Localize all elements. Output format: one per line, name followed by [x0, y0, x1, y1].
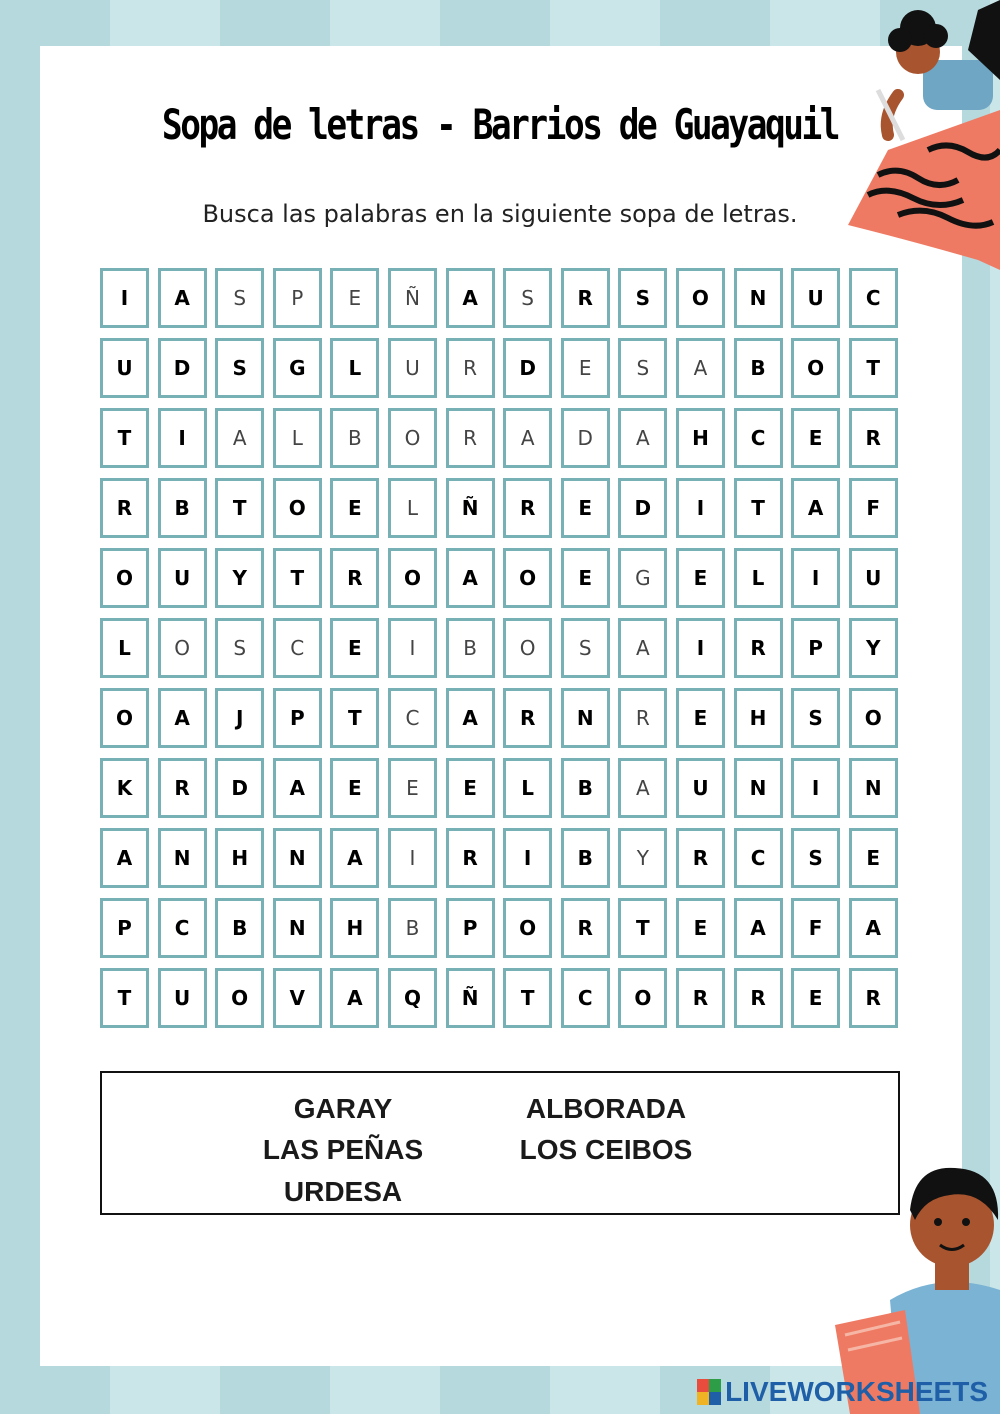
grid-cell[interactable]: R [849, 968, 898, 1028]
grid-cell[interactable]: B [561, 828, 610, 888]
grid-cell[interactable]: U [100, 338, 149, 398]
grid-cell[interactable]: B [158, 478, 207, 538]
grid-cell[interactable]: U [849, 548, 898, 608]
grid-cell[interactable]: Y [215, 548, 264, 608]
grid-cell[interactable]: C [273, 618, 322, 678]
grid-cell[interactable]: C [158, 898, 207, 958]
word-item: GARAY [293, 1093, 393, 1124]
grid-cell[interactable]: P [273, 688, 322, 748]
grid-cell[interactable]: A [849, 898, 898, 958]
grid-cell[interactable]: S [791, 828, 840, 888]
grid-cell[interactable]: R [676, 968, 725, 1028]
grid-cell[interactable]: A [446, 688, 495, 748]
grid-cell[interactable]: T [215, 478, 264, 538]
grid-cell[interactable]: E [791, 968, 840, 1028]
grid-cell[interactable]: I [158, 408, 207, 468]
grid-cell[interactable]: Y [618, 828, 667, 888]
grid-cell[interactable]: O [618, 968, 667, 1028]
grid-cell[interactable]: C [561, 968, 610, 1028]
grid-cell[interactable]: P [100, 898, 149, 958]
grid-cell[interactable]: O [676, 268, 725, 328]
grid-cell[interactable]: B [734, 338, 783, 398]
grid-cell[interactable]: I [388, 618, 437, 678]
grid-cell[interactable]: A [100, 828, 149, 888]
grid-cell[interactable]: L [100, 618, 149, 678]
grid-cell[interactable]: U [676, 758, 725, 818]
grid-cell[interactable]: O [388, 408, 437, 468]
grid-cell[interactable]: F [791, 898, 840, 958]
boy-reading-illustration [830, 1150, 1000, 1414]
grid-cell[interactable]: C [388, 688, 437, 748]
word-item: ALBORADA [525, 1093, 687, 1124]
grid-cell[interactable]: L [273, 408, 322, 468]
page-title: Sopa de letras - Barrios de Guayaquil [161, 100, 839, 149]
grid-cell[interactable]: G [273, 338, 322, 398]
grid-cell[interactable]: T [100, 408, 149, 468]
grid-cell[interactable]: E [561, 338, 610, 398]
grid-cell[interactable]: R [618, 688, 667, 748]
grid-cell[interactable]: U [791, 268, 840, 328]
grid-cell[interactable]: F [849, 478, 898, 538]
grid-cell[interactable]: Y [849, 618, 898, 678]
grid-cell[interactable]: A [330, 968, 379, 1028]
grid-cell[interactable]: N [158, 828, 207, 888]
grid-cell[interactable]: A [215, 408, 264, 468]
grid-cell[interactable]: P [446, 898, 495, 958]
grid-cell[interactable]: A [676, 338, 725, 398]
grid-cell[interactable]: T [100, 968, 149, 1028]
grid-cell[interactable]: A [273, 758, 322, 818]
grid-cell[interactable]: H [676, 408, 725, 468]
grid-cell[interactable]: A [618, 618, 667, 678]
word-item: LAS PEÑAS [262, 1134, 424, 1165]
grid-cell[interactable]: R [158, 758, 207, 818]
grid-cell[interactable]: I [100, 268, 149, 328]
grid-cell[interactable]: D [618, 478, 667, 538]
grid-cell[interactable]: A [446, 548, 495, 608]
grid-cell[interactable]: A [618, 408, 667, 468]
grid-cell[interactable]: U [388, 338, 437, 398]
grid-cell[interactable]: P [273, 268, 322, 328]
grid-cell[interactable]: N [561, 688, 610, 748]
grid-cell[interactable]: G [618, 548, 667, 608]
grid-cell[interactable]: L [388, 478, 437, 538]
grid-cell[interactable]: E [330, 268, 379, 328]
grid-cell[interactable]: O [215, 968, 264, 1028]
grid-cell[interactable]: B [446, 618, 495, 678]
grid-cell[interactable]: Ñ [388, 268, 437, 328]
liveworksheets-logo [697, 1376, 988, 1408]
grid-cell[interactable]: R [446, 828, 495, 888]
grid-cell[interactable]: R [676, 828, 725, 888]
grid-cell[interactable]: T [734, 478, 783, 538]
grid-cell[interactable]: T [503, 968, 552, 1028]
grid-cell[interactable]: H [330, 898, 379, 958]
grid-cell[interactable]: T [273, 548, 322, 608]
grid-cell[interactable]: A [330, 828, 379, 888]
grid-cell[interactable]: R [330, 548, 379, 608]
grid-cell[interactable]: N [273, 828, 322, 888]
grid-cell[interactable]: T [330, 688, 379, 748]
grid-cell[interactable]: V [273, 968, 322, 1028]
grid-cell[interactable]: S [618, 338, 667, 398]
grid-cell[interactable]: Q [388, 968, 437, 1028]
grid-cell[interactable]: N [734, 268, 783, 328]
grid-cell[interactable]: D [158, 338, 207, 398]
grid-cell[interactable]: I [388, 828, 437, 888]
grid-cell[interactable]: E [330, 478, 379, 538]
grid-cell[interactable]: E [676, 898, 725, 958]
letter-grid [100, 268, 898, 1028]
grid-cell[interactable]: Ñ [446, 968, 495, 1028]
grid-cell[interactable]: R [503, 688, 552, 748]
grid-cell[interactable]: H [215, 828, 264, 888]
grid-cell[interactable]: E [676, 548, 725, 608]
grid-cell[interactable]: E [330, 618, 379, 678]
grid-cell[interactable]: S [215, 338, 264, 398]
word-item: URDESA [283, 1176, 403, 1207]
grid-cell[interactable]: E [561, 478, 610, 538]
grid-cell[interactable]: O [100, 688, 149, 748]
grid-cell[interactable]: T [618, 898, 667, 958]
grid-cell[interactable]: I [503, 828, 552, 888]
grid-cell[interactable]: S [215, 618, 264, 678]
grid-cell[interactable]: E [561, 548, 610, 608]
grid-cell[interactable]: R [446, 338, 495, 398]
grid-cell[interactable]: B [215, 898, 264, 958]
grid-cell[interactable]: S [791, 688, 840, 748]
liveworksheets-logo-icon [697, 1379, 721, 1405]
grid-cell[interactable]: O [273, 478, 322, 538]
liveworksheets-logo-text: LIVEWORKSHEETS [725, 1376, 988, 1407]
grid-cell[interactable]: S [561, 618, 610, 678]
grid-cell[interactable]: N [734, 758, 783, 818]
grid-cell[interactable]: E [388, 758, 437, 818]
grid-cell[interactable]: S [618, 268, 667, 328]
grid-cell[interactable]: R [734, 968, 783, 1028]
child-drawing-illustration [828, 0, 1000, 270]
grid-cell[interactable]: R [561, 898, 610, 958]
grid-cell[interactable]: C [849, 268, 898, 328]
grid-cell[interactable]: R [849, 408, 898, 468]
grid-cell[interactable]: A [618, 758, 667, 818]
grid-cell[interactable]: L [734, 548, 783, 608]
grid-cell[interactable]: S [503, 268, 552, 328]
grid-cell[interactable]: T [849, 338, 898, 398]
grid-cell[interactable]: O [100, 548, 149, 608]
grid-cell[interactable]: K [100, 758, 149, 818]
grid-cell[interactable]: D [503, 338, 552, 398]
grid-cell[interactable]: R [100, 478, 149, 538]
grid-cell[interactable]: N [849, 758, 898, 818]
grid-cell[interactable]: Ñ [446, 478, 495, 538]
grid-cell[interactable]: I [791, 548, 840, 608]
grid-cell[interactable]: J [215, 688, 264, 748]
word-list-box [100, 1071, 900, 1215]
grid-cell[interactable]: A [158, 688, 207, 748]
grid-cell[interactable]: U [158, 548, 207, 608]
grid-cell[interactable]: O [791, 338, 840, 398]
grid-cell[interactable]: A [503, 408, 552, 468]
grid-cell[interactable]: O [158, 618, 207, 678]
grid-cell[interactable]: U [158, 968, 207, 1028]
grid-cell[interactable]: N [273, 898, 322, 958]
grid-cell[interactable]: R [503, 478, 552, 538]
instruction-text: Busca las palabras en la siguiente sopa de letras. [202, 200, 798, 228]
grid-cell[interactable]: I [791, 758, 840, 818]
grid-cell[interactable]: C [734, 828, 783, 888]
grid-cell[interactable]: E [849, 828, 898, 888]
grid-cell[interactable]: O [388, 548, 437, 608]
grid-cell[interactable]: H [734, 688, 783, 748]
grid-cell[interactable]: R [446, 408, 495, 468]
grid-cell[interactable]: I [676, 618, 725, 678]
grid-cell[interactable]: R [561, 268, 610, 328]
grid-cell[interactable]: D [215, 758, 264, 818]
grid-cell[interactable]: O [849, 688, 898, 748]
grid-cell[interactable]: O [503, 548, 552, 608]
grid-cell[interactable]: E [446, 758, 495, 818]
grid-cell[interactable]: B [561, 758, 610, 818]
grid-cell[interactable]: S [215, 268, 264, 328]
grid-cell[interactable]: O [503, 898, 552, 958]
grid-cell[interactable]: P [791, 618, 840, 678]
grid-cell[interactable]: O [503, 618, 552, 678]
grid-cell[interactable]: E [330, 758, 379, 818]
grid-cell[interactable]: E [791, 408, 840, 468]
grid-cell[interactable]: L [330, 338, 379, 398]
grid-cell[interactable]: E [676, 688, 725, 748]
grid-cell[interactable]: L [503, 758, 552, 818]
grid-cell[interactable]: D [561, 408, 610, 468]
word-item: LOS CEIBOS [519, 1134, 693, 1165]
grid-cell[interactable]: I [676, 478, 725, 538]
grid-cell[interactable]: A [734, 898, 783, 958]
grid-cell[interactable]: A [158, 268, 207, 328]
grid-cell[interactable]: A [446, 268, 495, 328]
grid-cell[interactable]: B [330, 408, 379, 468]
grid-cell[interactable]: R [734, 618, 783, 678]
grid-cell[interactable]: B [388, 898, 437, 958]
grid-cell[interactable]: C [734, 408, 783, 468]
grid-cell[interactable]: A [791, 478, 840, 538]
